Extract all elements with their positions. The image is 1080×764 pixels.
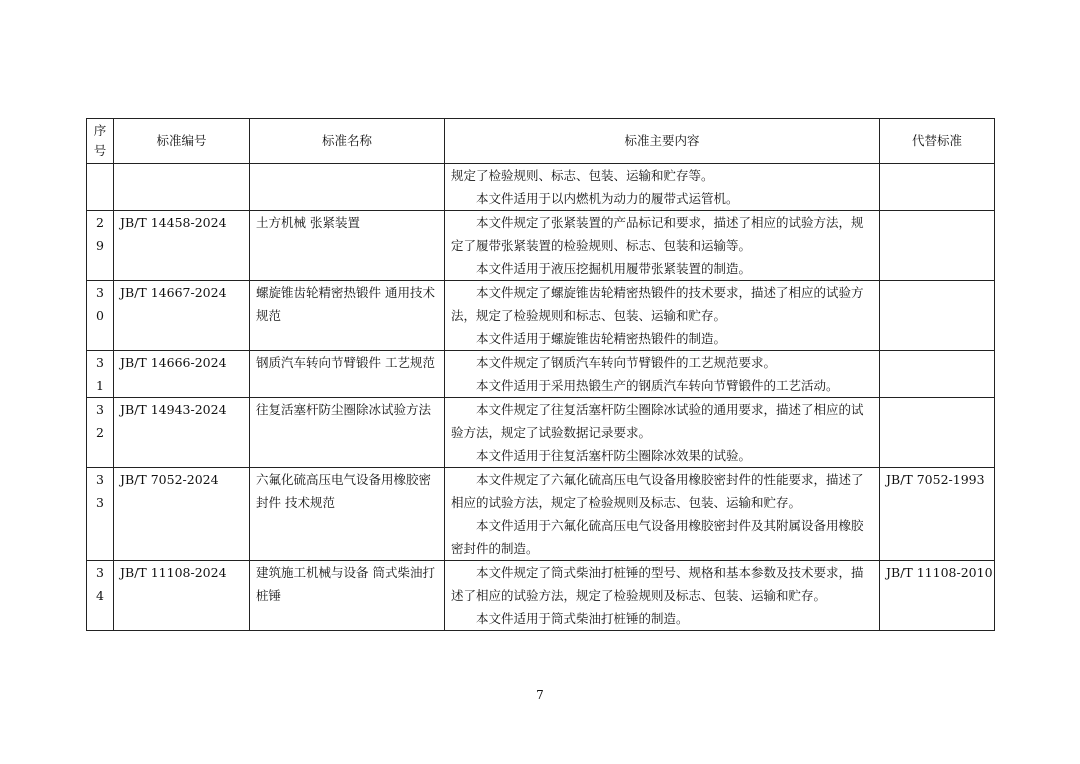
header-seq: 序号: [87, 119, 114, 164]
row-standard-code: JB/T 11108-2024: [114, 561, 250, 631]
row-standard-name: 土方机械 张紧装置: [250, 211, 445, 281]
row-standard-name: 钢质汽车转向节臂锻件 工艺规范: [250, 351, 445, 398]
row-seq: 30: [87, 281, 114, 351]
row-main-content: [445, 561, 880, 631]
row-main-content: [445, 398, 880, 468]
row-replaced-standard: JB/T 11108-2010: [880, 561, 995, 631]
row-main-content: [445, 164, 880, 211]
row-main-content: [445, 281, 880, 351]
table-row: [87, 398, 995, 468]
content-paragraph: 本文件规定了往复活塞杆防尘圈除冰试验的通用要求，描述了相应的试验方法，规定了试验数据记录要求。: [451, 402, 864, 440]
content-paragraph: 本文件规定了钢质汽车转向节臂锻件的工艺规范要求。: [476, 355, 777, 370]
row-standard-code: JB/T 14458-2024: [114, 211, 250, 281]
page-number: 7: [536, 688, 544, 702]
header-standard-name: 标准名称: [250, 119, 445, 164]
row-seq: [87, 164, 114, 211]
row-standard-name: [250, 164, 445, 211]
row-standard-code: JB/T 14666-2024: [114, 351, 250, 398]
row-replaced-standard: [880, 164, 995, 211]
row-replaced-standard: [880, 351, 995, 398]
table-header-row: [87, 119, 995, 164]
row-standard-code: JB/T 14943-2024: [114, 398, 250, 468]
row-seq: 33: [87, 468, 114, 561]
row-replaced-standard: [880, 211, 995, 281]
table-row: [87, 211, 995, 281]
row-seq: 31: [87, 351, 114, 398]
row-replaced-standard: [880, 281, 995, 351]
content-paragraph: 本文件规定了张紧装置的产品标记和要求，描述了相应的试验方法，规定了履带张紧装置的检验规则、标志、包装和运输等。: [451, 215, 864, 253]
header-replaced-standard: 代替标准: [880, 119, 995, 164]
content-paragraph: 本文件适用于螺旋锥齿轮精密热锻件的制造。: [476, 331, 727, 346]
content-paragraph: 本文件规定了筒式柴油打桩锤的型号、规格和基本参数及技术要求，描述了相应的试验方法，规定了检验规则及标志、包装、运输和贮存。: [451, 565, 864, 603]
row-main-content: [445, 211, 880, 281]
row-replaced-standard: JB/T 7052-1993: [880, 468, 995, 561]
row-standard-name: 建筑施工机械与设备 筒式柴油打桩锤: [250, 561, 445, 631]
row-seq: 32: [87, 398, 114, 468]
row-standard-name: 螺旋锥齿轮精密热锻件 通用技术规范: [250, 281, 445, 351]
content-paragraph: 本文件规定了螺旋锥齿轮精密热锻件的技术要求，描述了相应的试验方法，规定了检验规则和标志、包装、运输和贮存。: [451, 285, 864, 323]
row-standard-code: JB/T 7052-2024: [114, 468, 250, 561]
row-seq: 29: [87, 211, 114, 281]
header-standard-code: 标准编号: [114, 119, 250, 164]
row-standard-code: [114, 164, 250, 211]
content-paragraph: 本文件规定了六氟化硫高压电气设备用橡胶密封件的性能要求，描述了相应的试验方法，规定了检验规则及标志、包装、运输和贮存。: [451, 472, 864, 510]
content-paragraph: 本文件适用于液压挖掘机用履带张紧装置的制造。: [476, 261, 752, 276]
table-row: [87, 468, 995, 561]
row-standard-name: 往复活塞杆防尘圈除冰试验方法: [250, 398, 445, 468]
row-replaced-standard: [880, 398, 995, 468]
table-row: [87, 164, 995, 211]
content-paragraph: 本文件适用于筒式柴油打桩锤的制造。: [476, 611, 689, 626]
content-paragraph: 本文件适用于往复活塞杆防尘圈除冰效果的试验。: [476, 448, 752, 463]
content-paragraph: 本文件适用于采用热锻生产的钢质汽车转向节臂锻件的工艺活动。: [476, 378, 839, 393]
table-row: [87, 561, 995, 631]
table-row: [87, 281, 995, 351]
row-main-content: [445, 468, 880, 561]
content-paragraph: 本文件适用于六氟化硫高压电气设备用橡胶密封件及其附属设备用橡胶密封件的制造。: [451, 518, 864, 556]
header-main-content: 标准主要内容: [445, 119, 880, 164]
table-body: [87, 164, 995, 631]
row-seq: 34: [87, 561, 114, 631]
standards-table: [86, 118, 995, 631]
table-row: [87, 351, 995, 398]
row-main-content: [445, 351, 880, 398]
row-standard-code: JB/T 14667-2024: [114, 281, 250, 351]
content-paragraph: 规定了检验规则、标志、包装、运输和贮存等。: [451, 168, 714, 183]
content-paragraph: 本文件适用于以内燃机为动力的履带式运管机。: [476, 191, 739, 206]
row-standard-name: 六氟化硫高压电气设备用橡胶密封件 技术规范: [250, 468, 445, 561]
